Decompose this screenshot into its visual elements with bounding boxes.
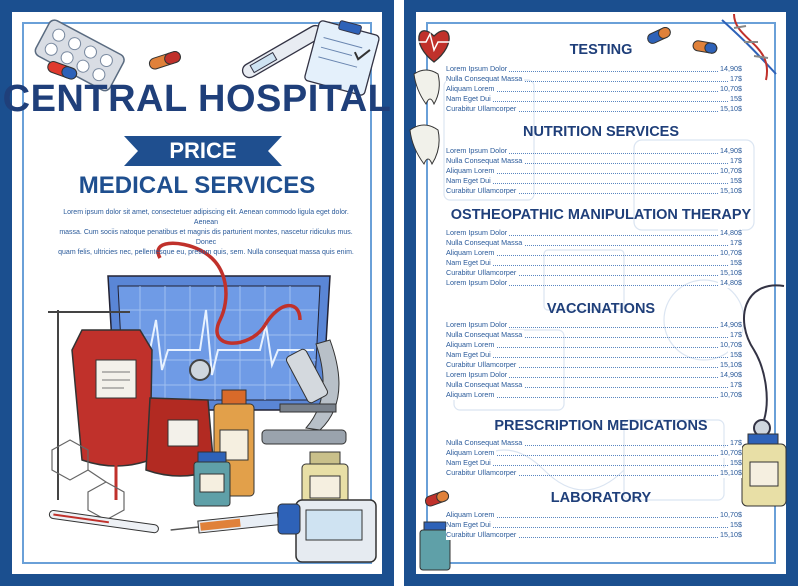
price-row <box>446 520 742 530</box>
price-row <box>446 228 742 238</box>
price-row <box>446 268 742 278</box>
service-price: 10,70$ <box>720 340 742 349</box>
description-line: massa. Cum sociis natoque penatibus et magnis dis parturient montes, nascetur ridiculus mus. Donec <box>59 229 353 246</box>
section-title: VACCINATIONS <box>546 301 656 317</box>
service-name: Lorem Ipsum Dolor <box>446 146 508 155</box>
description-line: quam felis, ultricies nec, pellentesque eu, pretium quis, sem. Nulla consequat massa quis enim. <box>58 249 354 256</box>
tooth-icon <box>410 70 439 164</box>
service-price: 15,10$ <box>720 268 742 277</box>
service-name: Curabitur Ullamcorper <box>446 468 517 477</box>
blood-pressure-monitor-icon <box>278 500 376 562</box>
service-price: 17$ <box>730 156 742 165</box>
service-price: 14,80$ <box>720 228 742 237</box>
service-price: 10,70$ <box>720 84 742 93</box>
price-row <box>446 238 742 248</box>
service-price: 15$ <box>730 520 742 529</box>
service-name: Curabitur Ullamcorper <box>446 530 517 539</box>
service-name: Aliquam Lorem <box>446 84 495 93</box>
service-price: 15,10$ <box>720 186 742 195</box>
service-name: Curabitur Ullamcorper <box>446 268 517 277</box>
service-name: Lorem Ipsum Dolor <box>446 370 508 379</box>
service-name: Nam Eget Dui <box>446 458 491 467</box>
service-price: 10,70$ <box>720 448 742 457</box>
service-price: 10,70$ <box>720 390 742 399</box>
price-row <box>446 448 742 458</box>
service-name: Aliquam Lorem <box>446 166 495 175</box>
service-name: Nulla Consequat Massa <box>446 156 523 165</box>
price-row <box>446 176 742 186</box>
service-price: 17$ <box>730 380 742 389</box>
price-row <box>446 458 742 468</box>
service-name: Aliquam Lorem <box>446 390 495 399</box>
price-row <box>446 330 742 340</box>
price-row <box>446 530 742 540</box>
price-row <box>446 104 742 114</box>
service-price: 15$ <box>730 176 742 185</box>
price-row <box>446 390 742 400</box>
service-price: 15,10$ <box>720 360 742 369</box>
service-name: Nam Eget Dui <box>446 520 491 529</box>
service-name: Curabitur Ullamcorper <box>446 186 517 195</box>
price-row <box>446 380 742 390</box>
section-title: PRESCRIPTION MEDICATIONS <box>494 418 708 434</box>
service-price: 14,90$ <box>720 370 742 379</box>
service-price: 15$ <box>730 350 742 359</box>
price-row <box>446 186 742 196</box>
section-title: LABORATORY <box>550 490 652 506</box>
thermometer-icon <box>49 510 159 533</box>
blood-bag-icon <box>72 330 152 500</box>
service-price: 15$ <box>730 458 742 467</box>
hospital-title: CENTRAL HOSPITAL <box>2 78 392 120</box>
service-name: Nulla Consequat Massa <box>446 380 523 389</box>
service-price: 10,70$ <box>720 248 742 257</box>
service-price: 17$ <box>730 238 742 247</box>
service-price: 10,70$ <box>720 166 742 175</box>
price-row <box>446 350 742 360</box>
price-row <box>446 248 742 258</box>
service-name: Aliquam Lorem <box>446 248 495 257</box>
service-name: Nam Eget Dui <box>446 176 491 185</box>
section-title: NUTRITION SERVICES <box>522 124 680 140</box>
service-name: Nam Eget Dui <box>446 350 491 359</box>
section-title: OSTHEOPATHIC MANIPULATION THERAPY <box>450 207 752 223</box>
price-row <box>446 468 742 478</box>
service-name: Nam Eget Dui <box>446 94 491 103</box>
service-name: Lorem Ipsum Dolor <box>446 320 508 329</box>
service-name: Nulla Consequat Massa <box>446 74 523 83</box>
service-name: Lorem Ipsum Dolor <box>446 228 508 237</box>
left-page <box>0 0 394 586</box>
service-name: Aliquam Lorem <box>446 510 495 519</box>
price-row <box>446 156 742 166</box>
service-price: 15,10$ <box>720 104 742 113</box>
section-title: TESTING <box>569 42 633 58</box>
service-price: 15,10$ <box>720 468 742 477</box>
price-row <box>446 94 742 104</box>
service-name: Nulla Consequat Massa <box>446 438 523 447</box>
price-ribbon: PRICE <box>138 136 268 166</box>
background-sketches <box>444 80 754 500</box>
service-price: 15,10$ <box>720 530 742 539</box>
service-name: Nulla Consequat Massa <box>446 238 523 247</box>
service-price: 17$ <box>730 438 742 447</box>
price-row <box>446 360 742 370</box>
service-name: Aliquam Lorem <box>446 448 495 457</box>
medicine-bottle-icon <box>194 452 230 506</box>
price-row <box>446 370 742 380</box>
service-price: 15$ <box>730 94 742 103</box>
service-name: Curabitur Ullamcorper <box>446 360 517 369</box>
description-line: Lorem ipsum dolor sit amet, consectetuer adipiscing elit. Aenean commodo ligula eget dolor. Aenean <box>63 209 349 226</box>
services-subtitle: MEDICAL SERVICES <box>78 172 316 199</box>
service-name: Aliquam Lorem <box>446 340 495 349</box>
price-row <box>446 74 742 84</box>
service-price: 15$ <box>730 258 742 267</box>
service-price: 14,90$ <box>720 64 742 73</box>
service-price: 10,70$ <box>720 510 742 519</box>
service-price: 17$ <box>730 330 742 339</box>
service-price: 14,90$ <box>720 146 742 155</box>
service-name: Lorem Ipsum Dolor <box>446 64 508 73</box>
right-page <box>404 0 798 586</box>
service-name: Nam Eget Dui <box>446 258 491 267</box>
price-row <box>446 258 742 268</box>
price-row <box>446 84 742 94</box>
description-text <box>58 208 354 258</box>
service-name: Curabitur Ullamcorper <box>446 104 517 113</box>
service-price: 14,80$ <box>720 278 742 287</box>
service-price: 17$ <box>730 74 742 83</box>
price-row <box>446 510 742 520</box>
service-name: Lorem Ipsum Dolor <box>446 278 508 287</box>
price-row <box>446 278 742 288</box>
service-name: Nulla Consequat Massa <box>446 330 523 339</box>
price-row <box>446 146 742 156</box>
capsule-icon <box>148 50 182 70</box>
price-row <box>446 320 742 330</box>
price-row <box>446 64 742 74</box>
service-price: 14,90$ <box>720 320 742 329</box>
price-row <box>446 438 742 448</box>
price-row <box>446 166 742 176</box>
price-row <box>446 340 742 350</box>
